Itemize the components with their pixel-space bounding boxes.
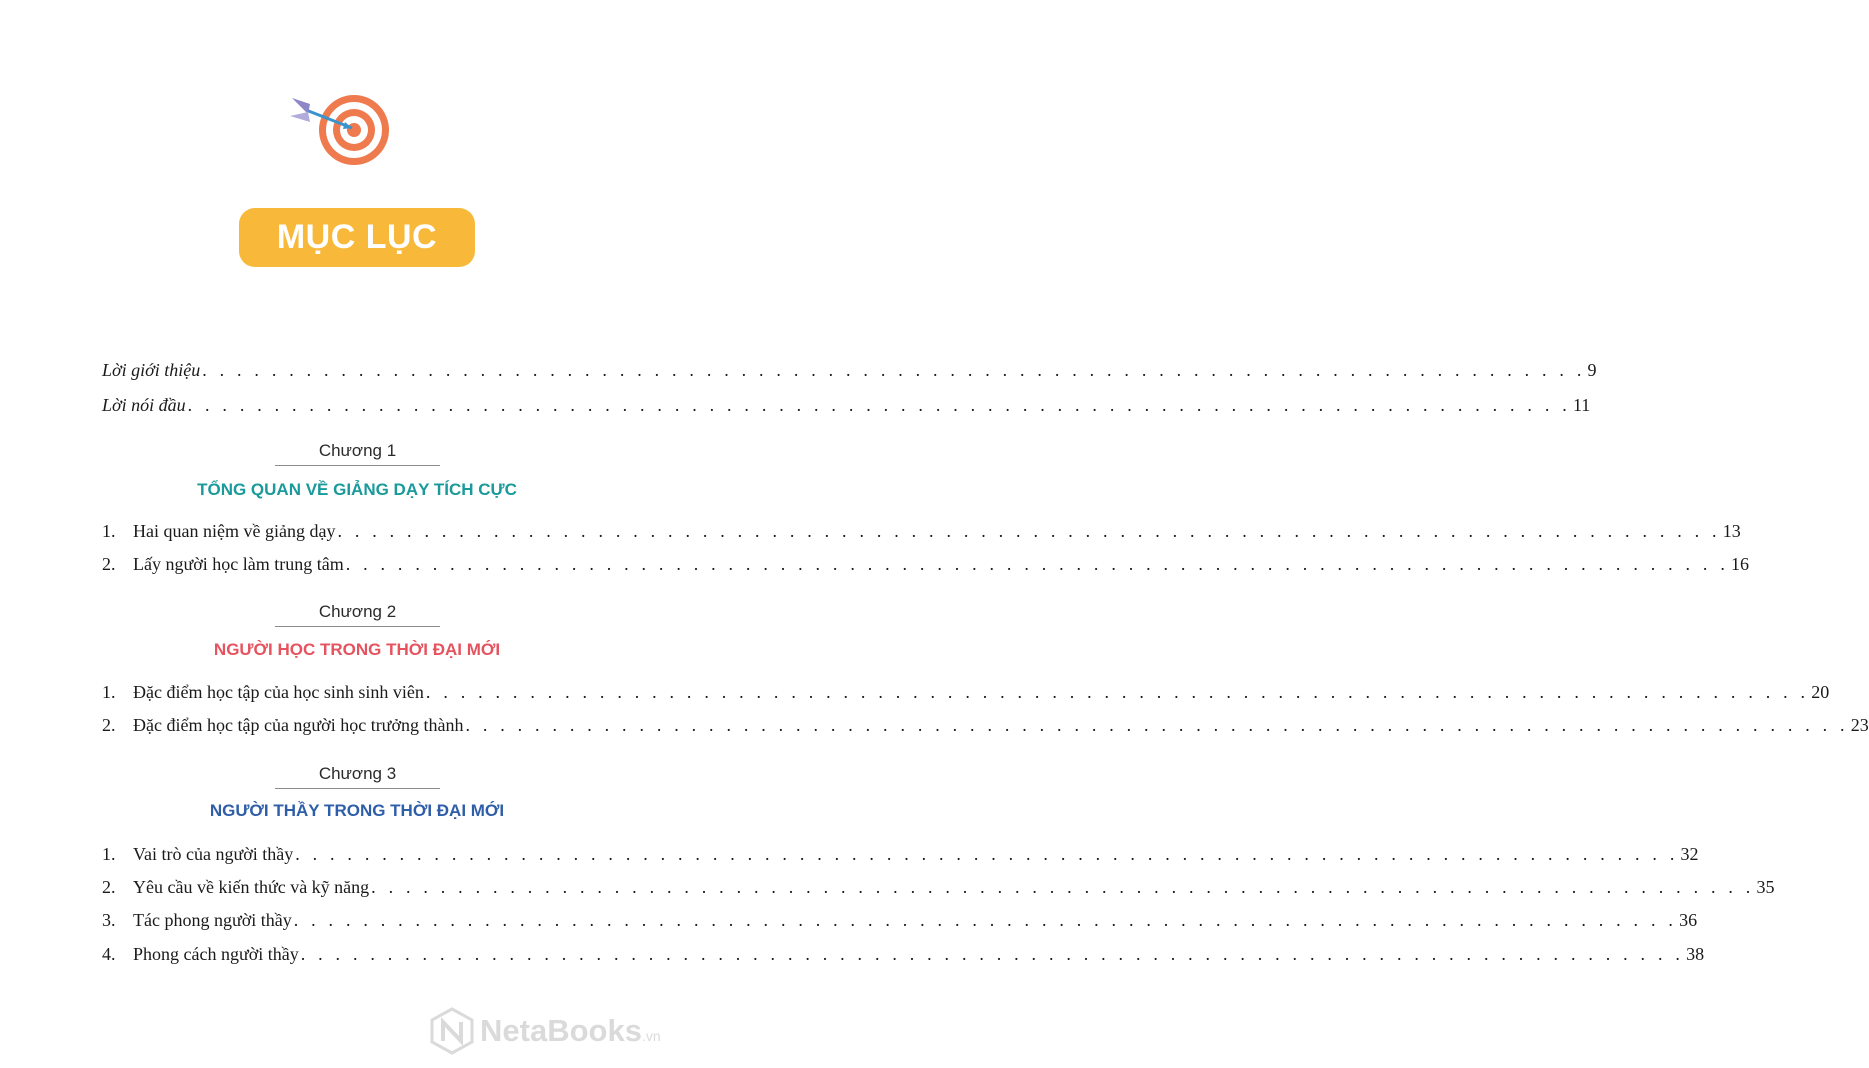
- dot-leader: . . . . . . . . . . . . . . . . . . . . . . . . . . . . . . . . . . . . . . . . . . . . . . . . . . . . . . . . . . . . . . . . . . . . . . . . . . . . . . . .: [371, 877, 1755, 897]
- toc-entry-text: Hai quan niệm về giảng dạy: [133, 521, 336, 541]
- toc-entry-page: 32: [1680, 844, 1699, 864]
- toc-entry-number: 4.: [102, 944, 116, 964]
- toc-entry-text: Lấy người học làm trung tâm: [133, 554, 344, 574]
- chapter-1-label: Chương 1: [275, 441, 440, 466]
- toc-entry-number: 1.: [102, 844, 116, 864]
- dot-leader: . . . . . . . . . . . . . . . . . . . . . . . . . . . . . . . . . . . . . . . . . . . . . . . . . . . . . . . . . . . . . . . . . . . . . . . . . . . . . . . .: [465, 715, 1849, 735]
- toc-entry-3-3[interactable]: [102, 905, 1698, 935]
- toc-entry-3-1[interactable]: [102, 839, 1699, 869]
- toc-entry-preface[interactable]: [102, 390, 1591, 420]
- dot-leader: . . . . . . . . . . . . . . . . . . . . . . . . . . . . . . . . . . . . . . . . . . . . . . . . . . . . . . . . . . . . . . . . . . . . . . . . . . . . . . . .: [425, 682, 1810, 702]
- toc-entry-1-2[interactable]: [102, 549, 1750, 579]
- page-title-badge: [239, 208, 475, 267]
- toc-entry-page: 23: [1850, 715, 1869, 735]
- toc-entry-text: Phong cách người thầy: [133, 944, 299, 964]
- watermark-suffix: .vn: [641, 1028, 661, 1044]
- chapter-2-title: NGƯỜI HỌC TRONG THỜI ĐẠI MỚI: [213, 640, 501, 659]
- toc-entry-page: 13: [1722, 521, 1741, 541]
- toc-entry-text: Yêu cầu về kiến thức và kỹ năng: [133, 877, 370, 897]
- dot-leader: . . . . . . . . . . . . . . . . . . . . . . . . . . . . . . . . . . . . . . . . . . . . . . . . . . . . . . . . . . . . . . . . . . . . . . . . . . . . . . . .: [293, 910, 1678, 930]
- toc-entry-number: 1.: [102, 521, 116, 541]
- netabooks-logo-icon: [430, 1007, 474, 1055]
- toc-entry-3-4[interactable]: [102, 939, 1705, 969]
- watermark-text: [480, 1013, 661, 1049]
- dot-leader: . . . . . . . . . . . . . . . . . . . . . . . . . . . . . . . . . . . . . . . . . . . . . . . . . . . . . . . . . . . . . . . . . . . . . . . . . . . . . . . .: [345, 554, 1730, 574]
- chapter-2-label: Chương 2: [275, 602, 440, 627]
- watermark-brand: NetaBooks: [480, 1013, 642, 1048]
- dot-leader: . . . . . . . . . . . . . . . . . . . . . . . . . . . . . . . . . . . . . . . . . . . . . . . . . . . . . . . . . . . . . . . . . . . . . . . . . . . . . . . .: [187, 395, 1571, 415]
- toc-entry-3-2[interactable]: [102, 872, 1775, 902]
- toc-entry-text: Tác phong người thầy: [133, 910, 292, 930]
- toc-entry-text: Vai trò của người thầy: [133, 844, 294, 864]
- dot-leader: . . . . . . . . . . . . . . . . . . . . . . . . . . . . . . . . . . . . . . . . . . . . . . . . . . . . . . . . . . . . . . . . . . . . . . . . . . . . . . . .: [202, 360, 1586, 380]
- toc-entry-number: 2.: [102, 554, 116, 574]
- chapter-3-label: Chương 3: [275, 764, 440, 789]
- toc-entry-number: 3.: [102, 910, 116, 930]
- dot-leader: . . . . . . . . . . . . . . . . . . . . . . . . . . . . . . . . . . . . . . . . . . . . . . . . . . . . . . . . . . . . . . . . . . . . . . . . . . . . . . . .: [295, 844, 1679, 864]
- dot-leader: . . . . . . . . . . . . . . . . . . . . . . . . . . . . . . . . . . . . . . . . . . . . . . . . . . . . . . . . . . . . . . . . . . . . . . . . . . . . . . . .: [337, 521, 1721, 541]
- toc-entry-page: 35: [1756, 877, 1775, 897]
- toc-entry-2-2[interactable]: [102, 710, 1869, 740]
- page-title: MỤC LỤC: [276, 218, 438, 256]
- toc-entry-text: Lời giới thiệu: [102, 360, 201, 380]
- toc-entry-2-1[interactable]: [102, 677, 1830, 707]
- toc-entry-text: Lời nói đầu: [102, 395, 186, 415]
- toc-entry-intro[interactable]: [102, 355, 1597, 385]
- netabooks-watermark: [430, 1005, 695, 1057]
- toc-entry-page: 9: [1587, 360, 1597, 380]
- toc-entry-number: 1.: [102, 682, 116, 702]
- toc-entry-page: 16: [1731, 554, 1750, 574]
- toc-entry-1-1[interactable]: [102, 516, 1741, 546]
- toc-entry-number: 2.: [102, 877, 116, 897]
- dot-leader: . . . . . . . . . . . . . . . . . . . . . . . . . . . . . . . . . . . . . . . . . . . . . . . . . . . . . . . . . . . . . . . . . . . . . . . . . . . . . . . .: [300, 944, 1685, 964]
- target-arrow-icon: [288, 92, 396, 168]
- toc-entry-number: 2.: [102, 715, 116, 735]
- toc-entry-text: Đặc điểm học tập của người học trưởng thành: [133, 715, 464, 735]
- chapter-3-title: NGƯỜI THẦY TRONG THỜI ĐẠI MỚI: [209, 801, 505, 820]
- chapter-1-title: TỔNG QUAN VỀ GIẢNG DẠY TÍCH CỰC: [197, 480, 517, 499]
- toc-entry-page: 38: [1686, 944, 1705, 964]
- toc-entry-page: 11: [1572, 395, 1591, 415]
- toc-entry-page: 36: [1679, 910, 1698, 930]
- toc-entry-text: Đặc điểm học tập của học sinh sinh viên: [133, 682, 424, 702]
- toc-entry-page: 20: [1811, 682, 1830, 702]
- target-rings: [319, 95, 389, 165]
